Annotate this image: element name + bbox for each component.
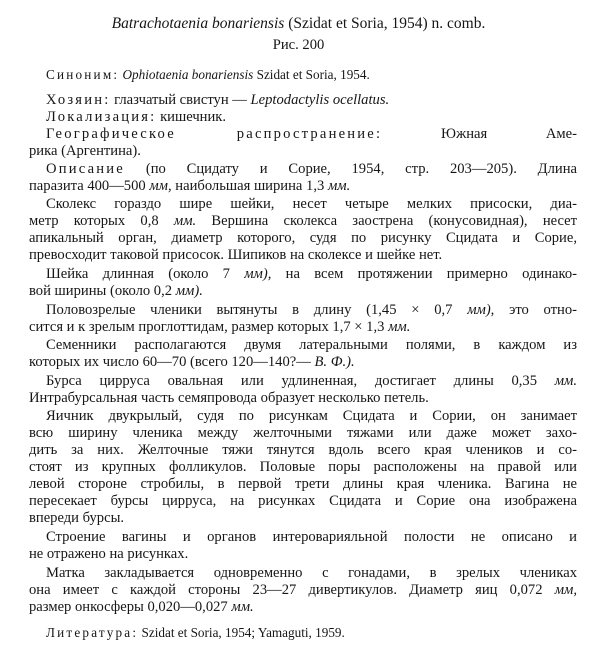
paragraph-text: пересекает бурсы цирруса, на рисунках Сцидата и Сорие она изображена: [29, 493, 577, 509]
synonym-line: [46, 66, 567, 83]
paragraph-text: на всем протяжении примерно одинако-: [285, 266, 577, 282]
host-line: [46, 92, 567, 109]
synonym-authority: Szidat et Soria, 1954.: [256, 67, 370, 82]
paragraph-text: впереди бурсы.: [29, 510, 125, 526]
paragraph-text: Шейка длинная (около 7: [46, 266, 230, 282]
unit-text: мм,: [149, 178, 172, 194]
ovary-line-5: [29, 476, 577, 493]
scolex-line-2: [29, 213, 577, 230]
paragraph-text: левой стороне стробилы, в первой трети длины края членика. Вагина не: [29, 476, 577, 492]
species-name: Batrachotaenia bonariensis: [111, 15, 285, 32]
unit-text: мм),: [467, 302, 495, 318]
paragraph-text: сится и к зрелым проглоттидам, размер которых 1,7 × 1,3: [29, 319, 385, 335]
paragraph-text: Вершина сколекса заострена (конусовидная), несет: [211, 213, 577, 229]
paragraph-text: апикальный орган, диаметр которого, судя по рисунку Сцидата и Сорие,: [29, 230, 577, 246]
scolex-line-1: [46, 196, 577, 213]
distribution-line-1: [46, 126, 577, 143]
host-common-name: глазчатый свистун —: [114, 92, 247, 108]
unit-text: мм),: [244, 266, 272, 282]
paragraph-text: всю ширину членика между желточными тяжами или даже может захо-: [29, 425, 577, 441]
paragraph-text: Семенники располагаются двумя латеральными полями, в каждом из: [46, 337, 577, 353]
literature-label: Литература:: [46, 625, 139, 640]
paragraph-text: вой ширины (около 0,2: [29, 283, 173, 299]
vagina-line-1: [46, 529, 577, 546]
paragraph-text: не отражено на рисунках.: [29, 546, 189, 562]
ovary-line-7: [29, 510, 577, 527]
paragraph-text: Половозрелые членики вытянуты в длину (1,45 × 0,7: [46, 302, 453, 318]
paragraph-text: Интрабурсальная часть семяпровода образует несколько петель.: [29, 390, 429, 406]
description-text: (по Сцидату и Сорие, 1954, стр. 203—205). Длина: [145, 161, 577, 177]
paragraph-text: метр которых 0,8: [29, 213, 159, 229]
description-line-1: [46, 161, 577, 178]
distribution-value: Южная Аме-: [440, 126, 577, 142]
scolex-line-3: [29, 230, 577, 247]
paragraph-text: паразита 400—500: [29, 178, 146, 194]
cirrus-line-2: [29, 390, 577, 407]
distribution-label: Географическое распространение:: [46, 126, 383, 142]
literature-line: [46, 624, 577, 641]
ovary-line-6: [29, 493, 577, 510]
literature-refs: Szidat et Soria, 1954; Yamaguti, 1959.: [141, 625, 345, 640]
uterus-line-3: [29, 599, 577, 616]
description-label: Описание: [46, 161, 125, 177]
paragraph-text: стоят из крупных фолликулов. Половые поры расположены на правой или: [29, 459, 577, 475]
unit-text: мм,: [554, 582, 577, 598]
cirrus-line-1: [46, 373, 577, 390]
testes-line-2: [29, 354, 577, 371]
unit-text: мм.: [231, 599, 254, 615]
host-label: Хозяин:: [46, 92, 111, 108]
synonym-name: Ophiotaenia bonariensis: [122, 67, 254, 82]
species-title: [0, 15, 597, 32]
localization-label: Локализация:: [46, 109, 157, 125]
testes-line-1: [46, 337, 577, 354]
ovary-line-1: [46, 408, 577, 425]
scolex-line-4: [29, 247, 577, 264]
paragraph-text: Строение вагины и органов интероварияльной полости не описано и: [46, 529, 577, 545]
paragraph-text: наибольшая ширина 1,3: [175, 178, 325, 194]
ovary-line-2: [29, 425, 577, 442]
localization-value: кишечник.: [160, 109, 227, 125]
description-line-2: [29, 178, 577, 195]
synonym-label: Синоним:: [46, 67, 120, 82]
paragraph-text: Яичник двукрылый, судя по рисункам Сцидата и Сории, он занимает: [46, 408, 577, 424]
paragraph-text: Матка закладывается одновременно с гонадами, в зрелых члениках: [46, 565, 577, 581]
paragraph-text: размер онкосферы 0,020—0,027: [29, 599, 228, 615]
unit-text: мм.: [327, 178, 351, 194]
distribution-line-2: [29, 143, 577, 160]
distribution-continuation: рика (Аргентина).: [29, 143, 141, 159]
uterus-line-2: [29, 582, 577, 599]
unit-text: мм.: [388, 319, 411, 335]
ovary-line-4: [29, 459, 577, 476]
neck-line-1: [46, 266, 577, 283]
paragraph-text: Бурса цирруса овальная или удлиненная, достигает длины 0,35: [46, 373, 537, 389]
uterus-line-1: [46, 565, 577, 582]
editor-initials: В. Ф.).: [314, 354, 355, 370]
paragraph-text: Сколекс гораздо шире шейки, несет четыре мелких присоски, диа-: [46, 196, 577, 212]
paragraph-text: это отно-: [509, 302, 577, 318]
figure-ref-text: Рис. 200: [272, 37, 325, 53]
proglottids-line-2: [29, 319, 577, 336]
proglottids-line-1: [46, 302, 577, 319]
figure-reference: [0, 37, 597, 54]
ovary-line-3: [29, 442, 577, 459]
unit-text: мм).: [175, 283, 203, 299]
paragraph-text: превосходит таковой присосок. Шипиков на сколексе и шейке нет.: [29, 247, 443, 263]
species-authority: (Szidat et Soria, 1954) n. comb.: [288, 15, 486, 32]
unit-text: мм.: [554, 373, 577, 389]
paragraph-text: она имеет с каждой стороны 23—27 дивертикулов. Диаметр яиц 0,072: [29, 582, 543, 598]
neck-line-2: [29, 283, 577, 300]
localization-line: [46, 109, 567, 126]
unit-text: мм.: [173, 213, 197, 229]
paragraph-text: дить за них. Желточные тяжи тянутся вдоль всего края члеников и со-: [29, 442, 577, 458]
vagina-line-2: [29, 546, 577, 563]
host-latin-name: Leptodactylis ocellatus.: [250, 92, 390, 108]
paragraph-text: которых их число 60—70 (всего 120—140?—: [29, 354, 311, 370]
